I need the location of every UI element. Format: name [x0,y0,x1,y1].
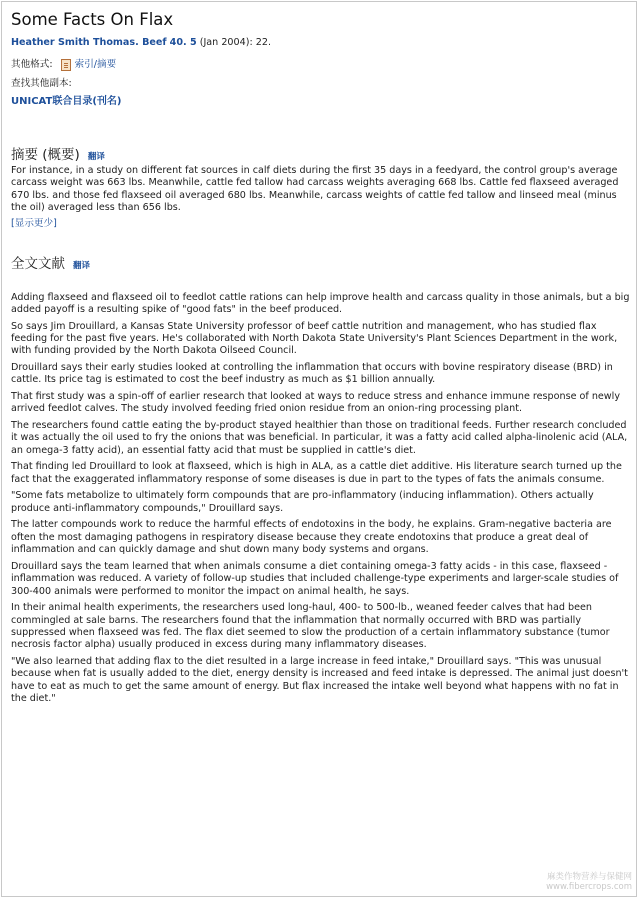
find-copy-label: 查找其他副本: [11,77,72,89]
document-frame [1,1,637,897]
author-journal-link[interactable]: Heather Smith Thomas. Beef [11,37,167,48]
show-less-link[interactable]: 显示更少 [14,217,54,229]
document-icon [61,59,71,71]
fulltext-paragraph: That first study was a spin-off of earlier research that looked at ways to reduce stress and enhance immune response of newly arrived feedlot calves. The study involved feeding fried onion residue from an onion-ring processing plant. [11,391,620,415]
abstract-text: For instance, in a study on different fat sources in calf diets during the first 35 days in a feedyard, the control group's average carcass weight was 663 lbs. Meanwhile, cattle fed tallow had carcass weights averaging 668 lbs. Cattle fed flaxseed averaged 670 lbs. and those fed flaxseed oil averaged 680 lbs. Meanwhile, carcass weights of cattle fed tallow and linseed meal (minus the oil) averaged less than 656 lbs. [11,165,619,214]
fulltext-paragraph: Adding flaxseed and flaxseed oil to feedlot cattle rations can help improve health and carcass quality in those animals, but a big added payoff is a resulting spike of "good fats" in the beef produced. [11,291,630,316]
fulltext-paragraph: So says Jim Drouillard, a Kansas State University professor of beef cattle nutrition and management, who has studied flax feeding for the past five years. He's collaborated with North Dakota State University's Plant Sciences Department in the work, with funding provided by the North Dakota Oilseed Council. [11,320,618,357]
fulltext-paragraph: The latter compounds work to reduce the harmful effects of endotoxins in the body, he explains. Gram-negative bacteria are often the most damaging pathogens in respiratory disease because they create endotoxins that produce a great deal of inflammation and can quickly damage and shut down many body systems and organs. [11,519,612,556]
fulltext-paragraph: The researchers found cattle eating the by-product stayed healthier than those on traditional feeds. Further research concluded it was actually the oil used to fry the onions that was beneficial. In particular, it was a fatty acid called alpha-linolenic acid (ALA, an omega-3 fatty acid), an essential fatty acid that must be supplied in cattle's diet. [11,420,628,456]
index-abstract-link[interactable]: 索引/摘要 [74,58,117,70]
fulltext-paragraph: That finding led Drouillard to look at flaxseed, which is high in ALA, as a cattle diet additive. His literature search turned up the fact that the exaggerated inflammatory response of some diseases is due in part to the types of fats the animals consume. [11,461,622,485]
watermark-line-1: 麻类作物营养与保健网 [546,872,632,882]
abstract-heading: 摘要 (概要) [11,147,80,163]
fulltext-body [11,292,630,706]
show-less-row [11,217,630,230]
watermark-line-2: www.fibercrops.com [546,882,632,892]
fulltext-paragraph: Drouillard says the team learned that when animals consume a diet containing omega-3 fatty acids - in this case, flaxseed - inflammation was reduced. A variety of follow-up studies that included challenge-type experiments and larger-scale studies of 300-400 animals were performed to monitor the impact on animal health, he says. [11,560,619,597]
other-formats-row [11,55,630,74]
unicat-link[interactable]: UNICAT联合目录(刊名) [11,96,122,107]
find-copy-row [11,74,630,93]
citation-date-pages: (Jan 2004): 22. [199,37,272,48]
citation [11,36,630,50]
other-formats-label: 其他格式: [11,58,53,70]
fulltext-paragraph: "Some fats metabolize to ultimately form compounds that are pro-inflammatory (inducing inflammation). Others actually produce anti-inflammatory compounds," Drouillard says. [11,490,594,514]
fulltext-paragraph: "We also learned that adding flax to the diet resulted in a large increase in feed intake," Drouillard says. "This was unusual because when fat is usually added to the diet, energy density is increased and feed intake is depressed. The animal just doesn't have to eat as much to get the same amount of energy. But flax increased the intake well beyond what happens with no fat in the diet." [11,656,628,705]
volume-issue-link[interactable]: 40. 5 [169,37,197,48]
unicat-row [11,95,630,111]
fulltext-heading-row [11,252,630,274]
show-less-bracket-open: [ [11,217,15,229]
abstract-translate-link[interactable]: 翻译 [87,152,105,162]
fulltext-translate-link[interactable]: 翻译 [73,260,91,271]
fulltext-heading: 全文文献 [11,255,65,272]
document-content [11,10,630,706]
article-title: Some Facts On Flax [11,10,174,29]
watermark [546,872,632,892]
fulltext-paragraph: Drouillard says their early studies looked at controlling the inflammation that occurs with bovine respiratory disease (BRD) in cattle. Its price tag is estimated to cost the beef industry as much as $1 billion annually. [11,362,613,386]
abstract-heading-row [11,143,630,165]
show-less-bracket-close: ] [53,217,57,229]
fulltext-paragraph: In their animal health experiments, the researchers used long-haul, 400- to 500-lb., weaned feeder calves that had been commingled at sale barns. The researchers found that the inflammation that normally occurred with BRD was partially suppressed when flaxseed was fed. The flax diet seemed to slow the production of a certain inflammatory substance (tumor necrosis factor alpha) usually produced in excess during many inflammatory diseases. [11,602,610,651]
